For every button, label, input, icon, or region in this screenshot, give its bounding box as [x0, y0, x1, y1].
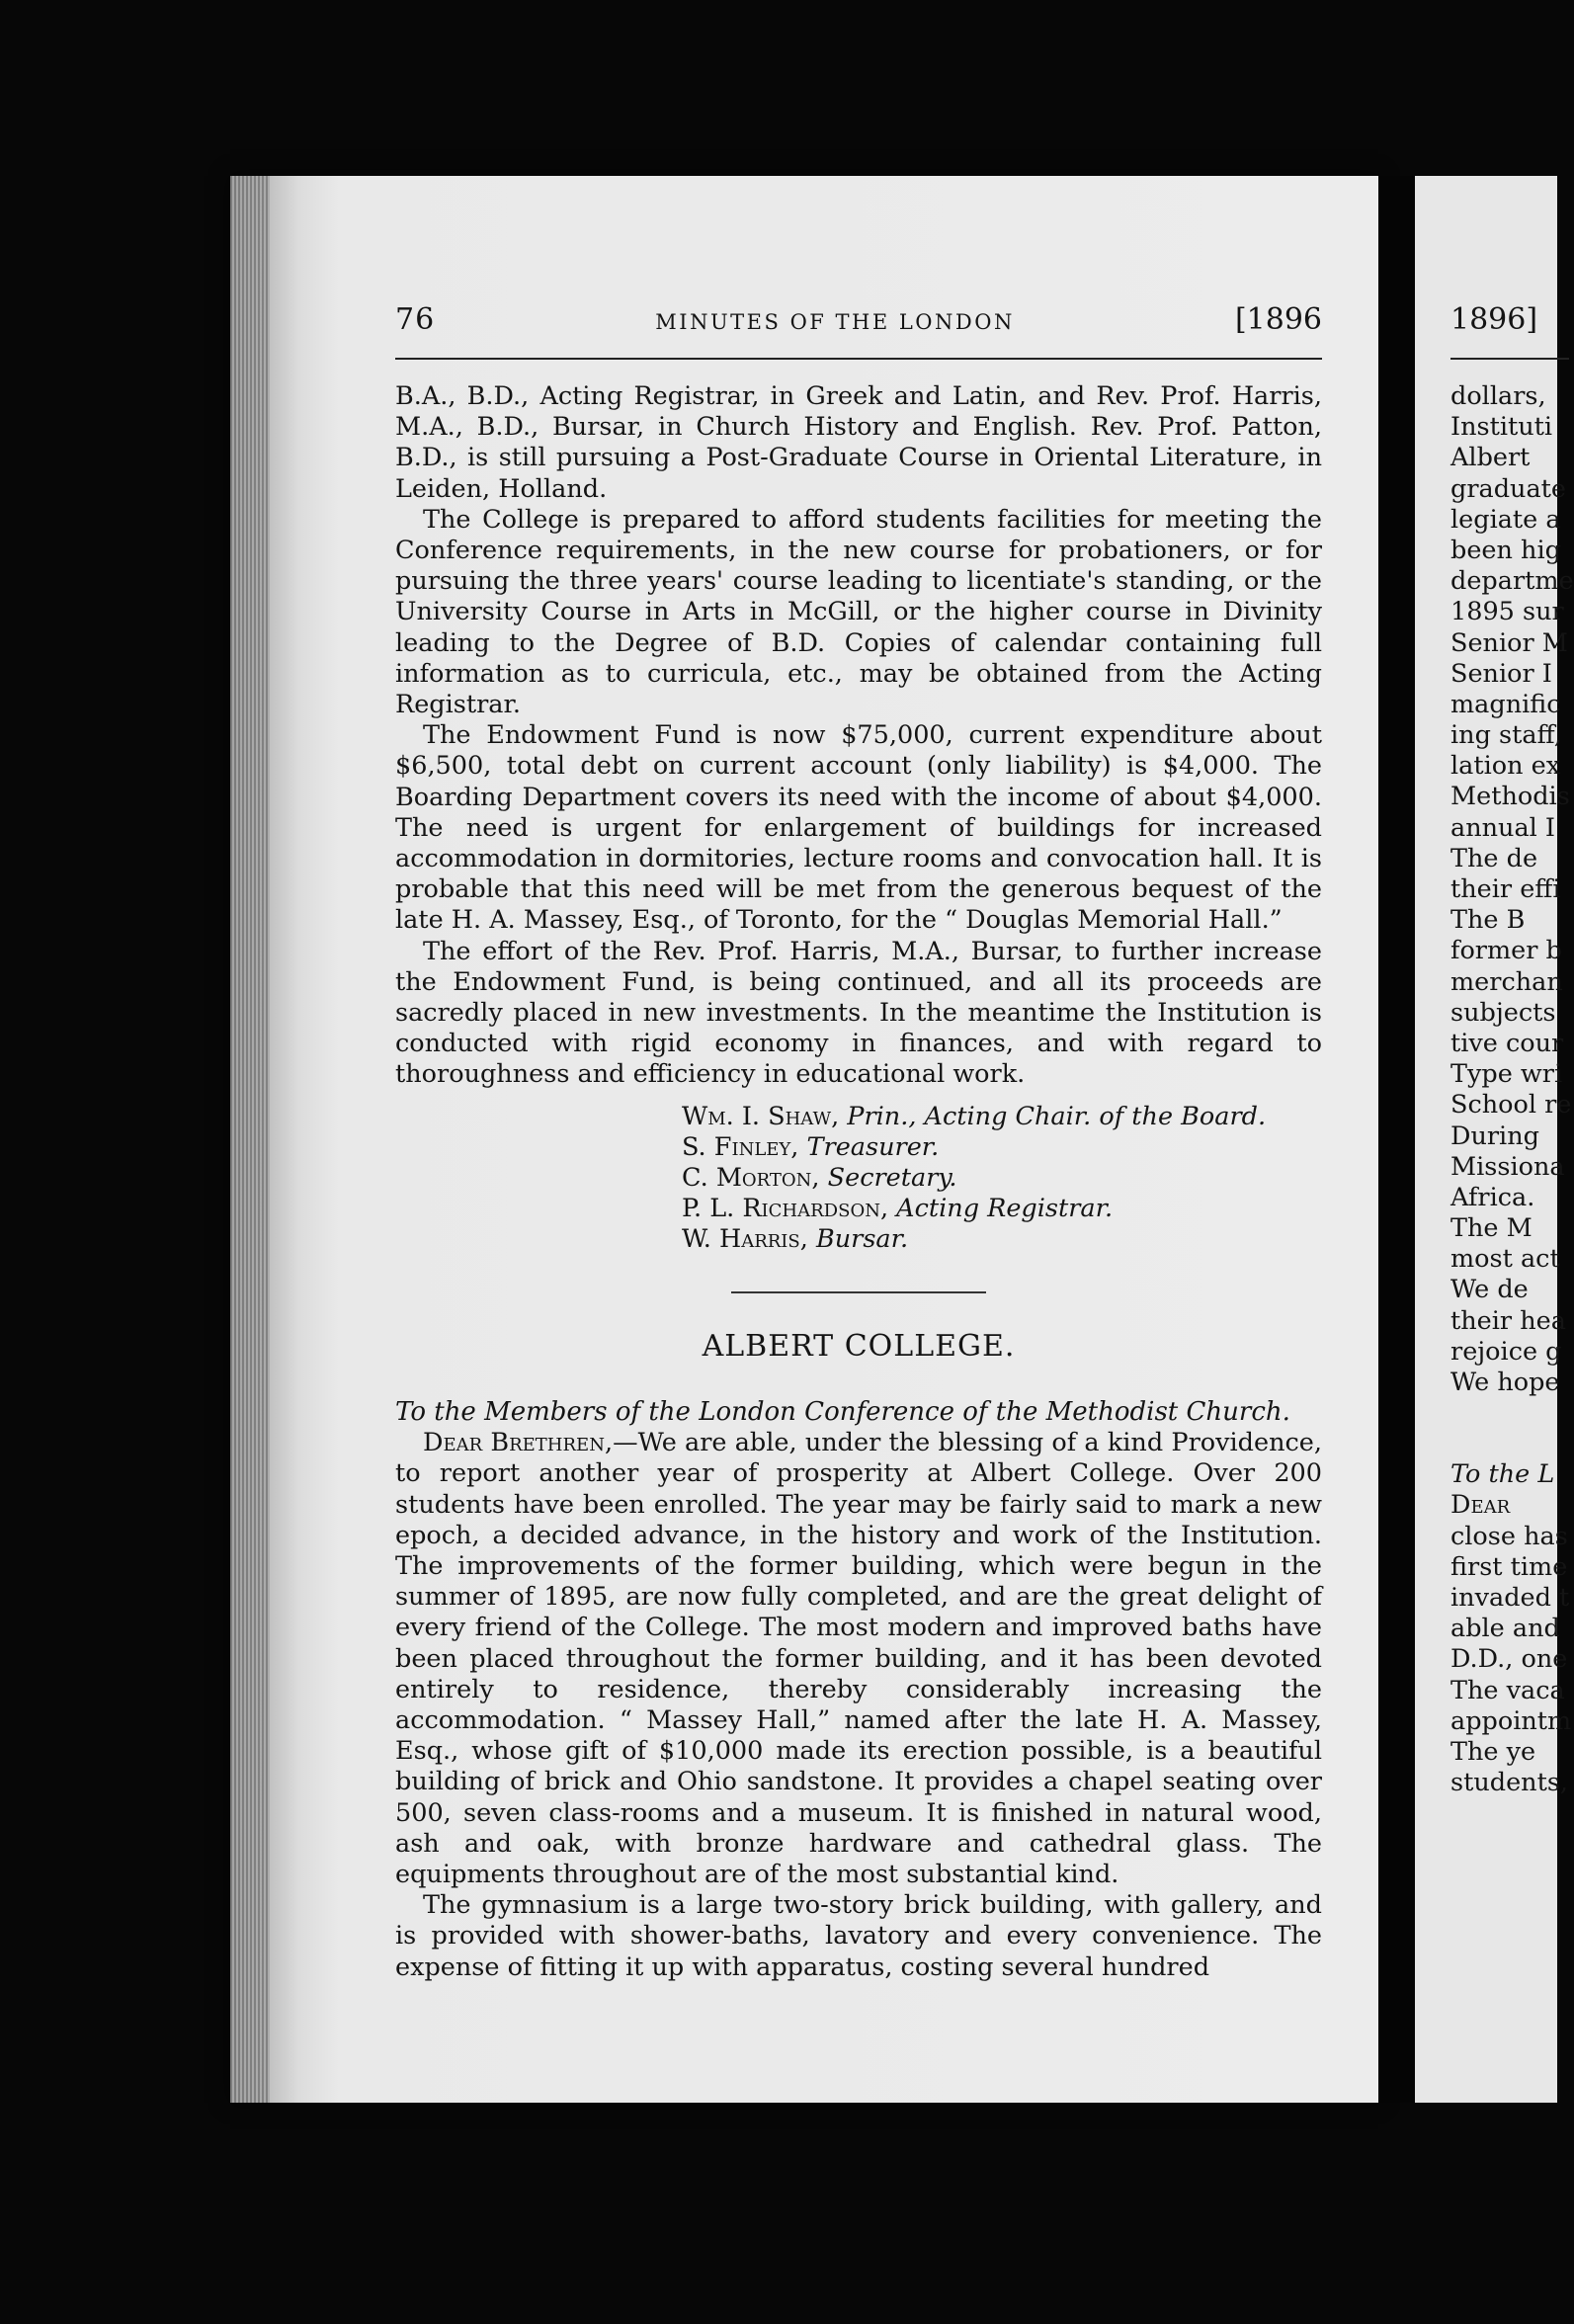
paragraph-faculty: B.A., B.D., Acting Registrar, in Greek and Latin, and Rev. Prof. Harris, M.A., B.D., Bursar, in Church History and English. Rev. Prof. Patton, B.D., is still pursuing a Post-Graduate Course in Oriental Literature, in Leiden, Holland. [395, 381, 1322, 504]
right-page-line: able and [1450, 1614, 1560, 1644]
paragraph-effort: The effort of the Rev. Prof. Harris, M.A., Bursar, to further increase the Endowment Fund, is being continued, and all its proceeds are sacredly placed in new investments. In the meantime the Institution is conducted with rigid economy in finances, and with regard to thoroughness and efficiency in educational work. [395, 936, 1322, 1090]
right-page-line: Methodis [1450, 782, 1570, 812]
right-page-line: tive cour [1450, 1028, 1564, 1058]
right-page-line: magnific [1450, 689, 1561, 719]
section-title: ALBERT COLLEGE. [702, 1328, 1016, 1364]
page-number: 76 [395, 302, 436, 337]
signatory-name: Wm. I. Shaw, [682, 1101, 840, 1131]
right-page-line: their effi [1450, 874, 1561, 904]
signatory-role: Secretary. [827, 1163, 957, 1194]
right-page-line: Africa. [1450, 1182, 1535, 1212]
right-page-line: invaded t [1450, 1582, 1570, 1613]
right-page-line: ing staff, [1450, 720, 1562, 751]
signatory-name: P. L. Richardson, [682, 1194, 889, 1224]
right-page-line: D.D., one [1450, 1644, 1568, 1675]
address-line: To the Members of the London Conference of the Methodist Church. [395, 1396, 1290, 1427]
right-page-line: During [1450, 1120, 1539, 1151]
right-page-line: been hig [1450, 535, 1561, 565]
right-page-lower-lines [1450, 1490, 1572, 1798]
right-page-line: The B [1450, 905, 1526, 936]
right-page-line: Dear [1450, 1490, 1511, 1521]
right-page-line: merchan [1450, 966, 1563, 997]
signatory-name: W. Harris, [682, 1224, 808, 1255]
right-page-line: graduate [1450, 473, 1567, 504]
right-page-line: The de [1450, 843, 1538, 873]
right-page-line: close has [1450, 1521, 1568, 1551]
signature-block [682, 1102, 1322, 1256]
page-edge [230, 176, 270, 2103]
book-gutter [1378, 176, 1415, 2103]
signatory-name: C. Morton, [682, 1163, 820, 1194]
right-page-line: lation ex [1450, 751, 1561, 782]
right-page-line: dollars, [1450, 381, 1546, 411]
right-page-line: first time [1450, 1551, 1568, 1582]
right-page-line: Albert [1450, 443, 1531, 473]
right-page-line: annual I [1450, 812, 1556, 843]
right-page-line: appointm [1450, 1705, 1572, 1736]
signatory-role: Bursar. [815, 1224, 909, 1255]
signatory-role: Acting Registrar. [896, 1194, 1114, 1224]
signature-line [682, 1102, 1322, 1132]
paragraph-report [395, 1428, 1322, 1890]
right-page-line: subjects [1450, 997, 1556, 1028]
right-header-rule [1450, 358, 1569, 360]
right-gap [1450, 1398, 1569, 1459]
paragraph-gymnasium: The gymnasium is a large two-story brick building, with gallery, and is provided with shower-baths, lavatory and every convenience. The expense of fitting it up with apparatus, costing several hundred [395, 1890, 1322, 1982]
right-page-line: Type wri [1450, 1059, 1563, 1090]
right-page-line: Instituti [1450, 412, 1553, 443]
right-page-line: The M [1450, 1213, 1533, 1244]
right-page-line: We hope [1450, 1368, 1560, 1397]
left-page-content [395, 304, 1322, 1983]
paragraph-report-text: —We are able, under the blessing of a kind Providence, to report another year of prosperity at Albert College. Over 200 students have been enrolled. The year may be fairly said to mark a new epoch, a decided advance, in the history and work of the Institution. The improvements of the former building, which were begun in the summer of 1895, are now fully completed, and are the great delight of every friend of the College. The most modern and improved baths have been placed throughout the former building, and it has been devoted entirely to residence, thereby considerably increasing the accommodation. “ Massey Hall,” named after the late H. A. Massey, Esq., whose gift of $10,000 made its erection possible, is a beautiful building of brick and Ohio sandstone. It provides a chapel seating over 500, seven class-rooms and a museum. It is finished in natural wood, ash and oak, with bronze hardware and cathedral glass. The equipments throughout are of the most substantial kind. [395, 1428, 1322, 1889]
running-title: MINUTES OF THE LONDON [655, 310, 1015, 334]
right-page-line: School re [1450, 1090, 1572, 1120]
salutation: Dear Brethren, [423, 1428, 614, 1458]
signatory-role: Treasurer. [806, 1131, 940, 1162]
right-page-line: Senior M [1450, 627, 1568, 658]
right-page-line: We de [1450, 1275, 1529, 1305]
paragraph-endowment: The Endowment Fund is now $75,000, current expenditure about $6,500, total debt on current account (only liability) is $4,000. The Boarding Department covers its need with the income of about $4,000. The need is urgent for enlargement of buildings for increased accommodation in dormitories, lecture rooms and convocation hall. It is probable that this need will be met from the generous bequest of the late H. A. Massey, Esq., of Toronto, for the “ Douglas Memorial Hall.” [395, 720, 1322, 936]
right-lower-heading: To the L [1450, 1459, 1555, 1490]
signatory-role: Prin., Acting Chair. of the Board. [847, 1101, 1267, 1131]
signature-line [682, 1163, 1322, 1194]
right-page-line: rejoice g [1450, 1336, 1562, 1367]
signature-line [682, 1224, 1322, 1255]
right-page-line: their hea [1450, 1305, 1566, 1336]
section-divider [731, 1291, 986, 1293]
right-page-line: The vaca [1450, 1675, 1565, 1705]
right-page-line: The ye [1450, 1736, 1536, 1767]
right-page-content [1450, 302, 1574, 1798]
signature-line [682, 1132, 1322, 1163]
right-page-line: former b [1450, 936, 1562, 966]
right-page-line: Senior I [1450, 658, 1552, 689]
signatory-name: S. Finley, [682, 1131, 799, 1162]
right-page-line: legiate a [1450, 504, 1561, 535]
right-page-lines [1450, 381, 1574, 1398]
header-rule [395, 358, 1322, 360]
right-header-year: 1896] [1450, 302, 1538, 337]
right-page-line: students, [1450, 1768, 1569, 1798]
right-page-line: departme [1450, 566, 1574, 597]
header-year: [1896 [1234, 302, 1322, 337]
paragraph-courses: The College is prepared to afford students facilities for meeting the Conference requirements, in the new course for probationers, or for pursuing the three years' course leading to licentiate's standing, or the University Course in Arts in McGill, or the higher course in Divinity leading to the Degree of B.D. Copies of calendar containing full information as to curricula, etc., may be obtained from the Acting Registrar. [395, 504, 1322, 720]
right-page-line: most act [1450, 1244, 1560, 1275]
right-page-line: Missiona [1450, 1151, 1565, 1182]
running-header [395, 304, 1322, 344]
signature-line [682, 1194, 1322, 1224]
right-page-line: 1895 sur [1450, 597, 1564, 627]
